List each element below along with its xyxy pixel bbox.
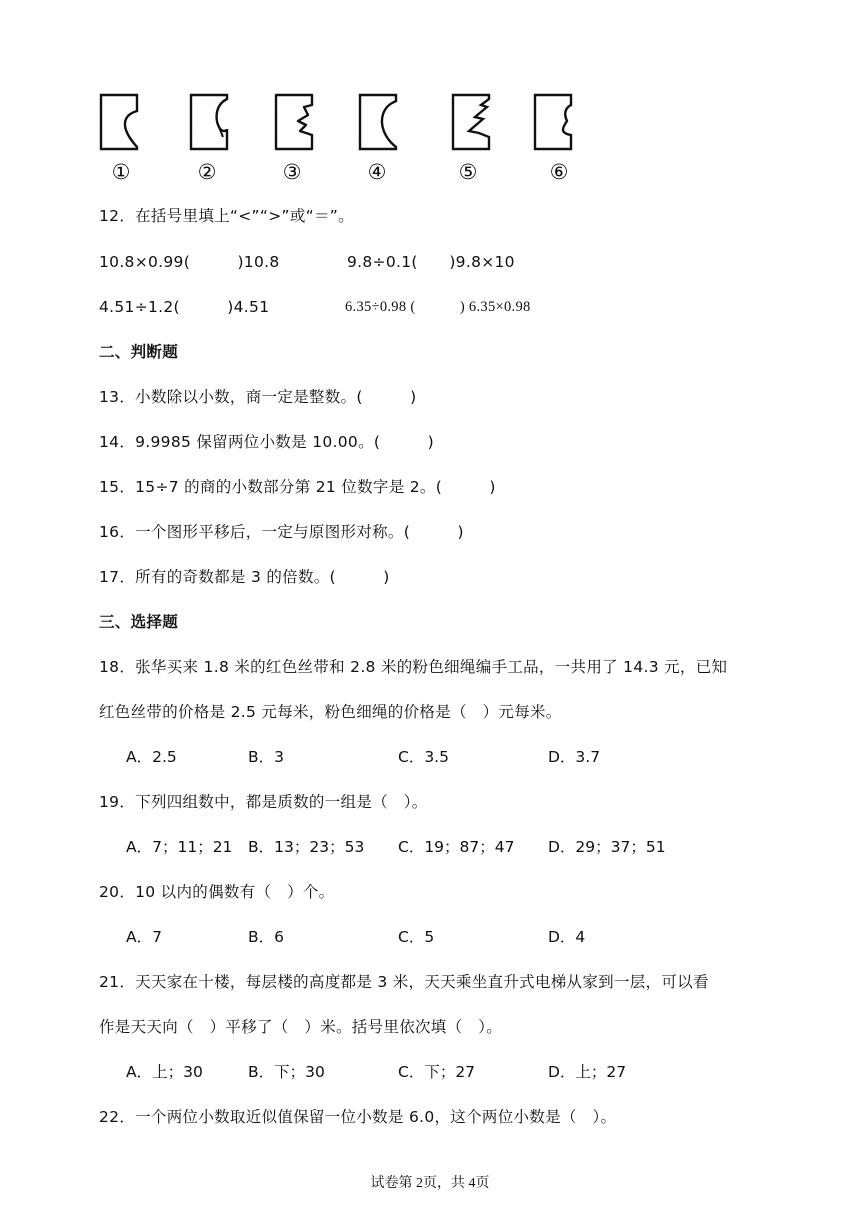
question-13: 13．小数除以小数，商一定是整数。( ): [99, 388, 417, 406]
question-20-stem: 20．10 以内的偶数有（ ）个。: [99, 883, 335, 901]
question-18-option-d: D．3.7: [548, 748, 601, 766]
question-20-option-a: A．7: [126, 928, 162, 946]
question-21-stem-line-1: 21．天天家在十楼，每层楼的高度都是 3 米，天天乘坐直升式电梯从家到一层，可以看: [99, 973, 709, 991]
question-18-option-c: C．3.5: [398, 748, 449, 766]
question-19-option-d: D．29；37；51: [548, 838, 666, 856]
question-18-option-a: A．2.5: [126, 748, 177, 766]
question-21-option-a: A．上；30: [126, 1063, 203, 1081]
question-12-item-1: 10.8×0.99( )10.8: [99, 253, 280, 271]
section-heading-choice: 三、选择题: [99, 613, 179, 631]
shape-5: [451, 93, 493, 151]
question-21-option-b: B．下；30: [248, 1063, 325, 1081]
question-16: 16．一个图形平移后，一定与原图形对称。( ): [99, 523, 464, 541]
question-18-stem-line-2: 红色丝带的价格是 2.5 元每米，粉色细绳的价格是（ ）元每米。: [99, 703, 562, 721]
question-19-option-c: C．19；87；47: [398, 838, 515, 856]
figure-label-1: ①: [111, 160, 131, 184]
question-22-stem: 22．一个两位小数取近似值保留一位小数是 6.0，这个两位小数是（ ）。: [99, 1108, 617, 1126]
question-21-option-d: D．上；27: [548, 1063, 627, 1081]
question-19-option-b: B．13；23；53: [248, 838, 365, 856]
question-20-option-d: D．4: [548, 928, 586, 946]
shape-4: [358, 93, 400, 151]
figure-label-3: ③: [282, 160, 302, 184]
question-19-option-a: A．7；11；21: [126, 838, 233, 856]
shape-1: [99, 93, 141, 151]
page-footer: 试卷第 2页，共 4页: [370, 1176, 490, 1191]
figure-label-2: ②: [197, 160, 217, 184]
question-15: 15．15÷7 的商的小数部分第 21 位数字是 2。( ): [99, 478, 496, 496]
shape-6: [533, 93, 575, 151]
question-12-item-4: 6.35÷0.98 ( ) 6.35×0.98: [345, 299, 531, 315]
shape-3: [274, 93, 316, 151]
figure-label-5: ⑤: [458, 160, 478, 184]
figure-label-4: ④: [367, 160, 387, 184]
question-20-option-b: B．6: [248, 928, 284, 946]
question-12-stem: 12．在括号里填上“<”“>”或“＝”。: [99, 207, 354, 225]
question-12-item-2: 9.8÷0.1( )9.8×10: [347, 253, 515, 271]
shape-2: [189, 93, 231, 151]
question-18-option-b: B．3: [248, 748, 284, 766]
question-21-option-c: C．下；27: [398, 1063, 476, 1081]
question-14: 14．9.9985 保留两位小数是 10.00。( ): [99, 433, 434, 451]
question-12-item-3: 4.51÷1.2( )4.51: [99, 298, 270, 316]
question-20-option-c: C．5: [398, 928, 435, 946]
question-21-stem-line-2: 作是天天向（ ）平移了（ ）米。括号里依次填（ ）。: [99, 1018, 503, 1036]
figure-label-6: ⑥: [549, 160, 569, 184]
section-heading-judgement: 二、判断题: [99, 343, 179, 361]
question-18-stem-line-1: 18．张华买来 1.8 米的红色丝带和 2.8 米的粉色细绳编手工品，一共用了 14.3 元，已知: [99, 658, 728, 676]
question-17: 17．所有的奇数都是 3 的倍数。( ): [99, 568, 390, 586]
question-19-stem: 19．下列四组数中，都是质数的一组是（ ）。: [99, 793, 428, 811]
